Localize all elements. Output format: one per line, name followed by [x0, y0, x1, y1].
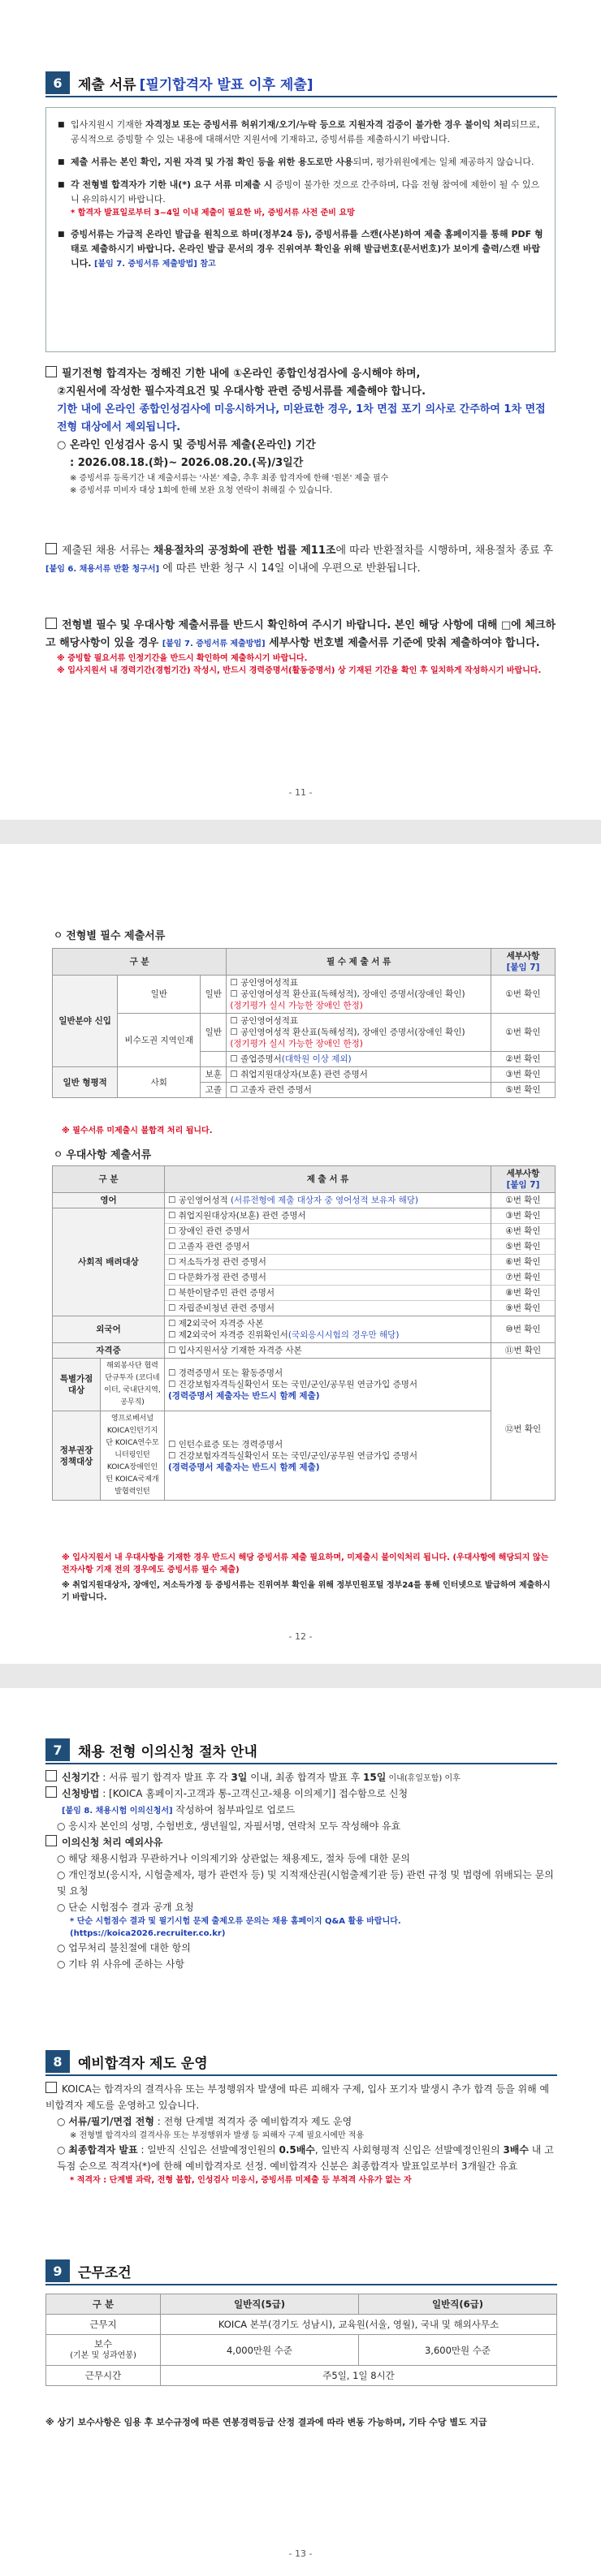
table-cell: 일반 형평적	[53, 1067, 118, 1098]
cell-line: ☐ 저소득가정 관련 증명서	[165, 1255, 491, 1270]
para-text: 에 따라 반환절차를 시행하며, 채용절차 종료 후	[335, 545, 553, 557]
table-cell: 일반	[201, 976, 227, 1014]
cell-line: ☐ 졸업증명서	[230, 1054, 282, 1064]
table-cell	[165, 1316, 491, 1343]
section-title: 예비합격자 제도 운영	[78, 2055, 208, 2072]
page-number: - 11 -	[288, 787, 313, 798]
section-6-header	[45, 71, 313, 94]
paragraph-return	[45, 542, 557, 578]
cell-line: (서류전형에 제출 대상자 중 영어성적 보유자 해당)	[230, 1195, 419, 1205]
table-cell	[227, 976, 491, 1014]
table-cell: 자격증	[53, 1343, 165, 1359]
header-text: [붙임 7]	[506, 1180, 540, 1190]
page-11	[0, 0, 601, 820]
table-cell: ①번 확인	[491, 1193, 556, 1208]
cell-line: ③번 확인	[491, 1208, 555, 1224]
cell-line: (기본 및 성과연봉)	[70, 2351, 136, 2360]
cell-line: ☐ 다문화가정 관련 증명서	[165, 1270, 491, 1286]
header-text: 세부사항	[506, 951, 540, 961]
para-text: 세부사항 번호별 제출서류 기준에 맞춰 제출하여야 합니다.	[265, 637, 540, 649]
table-cell: ①번 확인	[491, 976, 556, 1014]
cell-line: ⑤번 확인	[491, 1239, 555, 1255]
para-text: 필기전형 합격자는 정해진 기한 내에 ①온라인 종합인성검사에 응시해야 하며,	[62, 368, 421, 380]
table-cell	[165, 1208, 491, 1316]
notice-text: 되며, 평가위원에게는 일체 제공하지 않습니다.	[352, 157, 534, 167]
section-9-header	[45, 2259, 132, 2282]
table-cell: 영어	[53, 1193, 165, 1208]
cell-line: ☐ 제2외국어 자격증 사본	[168, 1319, 264, 1329]
section-number: 7	[45, 1738, 70, 1761]
note: ※ 전형별 합격자의 결격사유 또는 부정행위자 발생 등 피해자 구제 필요시에만 적용	[70, 2131, 365, 2140]
cell-line: ④번 확인	[491, 1224, 555, 1239]
section-divider	[45, 2284, 557, 2285]
para-warning: ※ 증빙할 필요서류 인정기간을 반드시 확인하여 제출하시기 바랍니다.	[57, 654, 308, 663]
section-number: 8	[45, 2050, 70, 2073]
section-title: 제출 서류	[78, 76, 136, 93]
table-header: 구 분	[46, 2294, 161, 2315]
cell-line: ⑨번 확인	[505, 1303, 541, 1313]
cell-line: ☐ 공인영어성적	[168, 1195, 231, 1205]
objection-period	[45, 1769, 557, 1786]
page-13	[0, 1688, 601, 2576]
preference-note-1: ※ 입사지원서 내 우대사항을 기재한 경우 반드시 해당 증빙서류 제출 필요하며, 미제출시 불이익처리 됩니다. (우대사항에 해당되지 않는 전자사항 기재 전의 경우에도 증빙서류 필수 제출)	[62, 1553, 549, 1574]
text: , 일반직 사회형평적 신입은 선발예정인원의	[314, 2144, 504, 2156]
page-number: - 12 -	[288, 1631, 313, 1642]
paragraph-written-passers	[45, 365, 557, 497]
text: ○ 단순 시험점수 결과 공개 요청	[57, 1902, 194, 1913]
text: ○ 응시자 본인의 성명, 수험번호, 생년월일, 자필서명, 연락처 모두 작성해야 유효	[57, 1820, 401, 1832]
attachment-ref: [붙임 8. 채용시험 이의신청서]	[62, 1807, 173, 1816]
notice-text-bold: 자격정보 또는 증빙서류 허위기재/오기/누락 등으로 지원자격 검증이 불가한 경우 불이익 처리	[145, 119, 512, 130]
para-warning: ※ 입사지원서 내 경력기간(경험기간) 작성시, 반드시 경력증명서(활동증명서) 상 기재된 기간을 확인 후 일치하게 작성하시기 바랍니다.	[57, 666, 542, 675]
notice-item	[54, 118, 547, 147]
reserve-stage: ○ 서류/필기/면접 전형 : 전형 단계별 적격자 중 예비합격자 제도 운영	[57, 2116, 352, 2127]
para-warning: 기한 내에 온라인 종합인성검사에 미응시하거나, 미완료한 경우, 1차 면접 포기 의사로 간주하여 1차 면접 전형 대상에서 제외됩니다.	[57, 403, 546, 433]
cell-line: (경력증명서 제출자는 반드시 함께 제출)	[168, 1462, 320, 1472]
text: : [KOICA 홈페이지-고객과 통-고객신고-채용 이의제기] 접수함으로 신청	[99, 1788, 409, 1799]
cell-line: ☐ 공인영어성적표	[230, 1016, 299, 1026]
work-conditions-table	[45, 2294, 557, 2386]
section-title: 채용 전형 이의신청 절차 안내	[78, 1743, 257, 1760]
objection-exceptions	[45, 1834, 557, 1850]
table-header: 필 수 제 출 서 류	[227, 949, 491, 976]
table-cell: 주5일, 1일 8시간	[161, 2366, 557, 2386]
table-cell: 영프로베서널 KOICA인턴기지단 KOICA연수모니터링인턴 KOICA장애인인턴 KOICA국제개발협력인턴	[101, 1411, 165, 1501]
text: : 일반직 신입은 선발예정인원의	[137, 2144, 279, 2156]
cell-line: (경력증명서 제출자는 반드시 함께 제출)	[168, 1391, 320, 1401]
table-cell	[491, 1208, 556, 1316]
text: ○ 기타 위 사유에 준하는 사항	[57, 1958, 185, 1970]
objection-form	[45, 1802, 557, 1818]
text: : 서류 필기 합격자 발표 후 각	[99, 1772, 231, 1783]
table-cell: 근무시간	[46, 2366, 161, 2386]
table-cell: ⑪번 확인	[491, 1343, 556, 1359]
table-cell: 해외봉사단 협력단규투자 (코디네이터, 국내단지역, 공무직)	[101, 1359, 165, 1411]
notice-text-bold: 제출 서류는 본인 확인, 지원 자격 및 가점 확인 등을 위한 용도로만 사용	[71, 157, 353, 167]
cell-line: (정기평가 실시 가능한 장애인 한정)	[230, 1039, 363, 1049]
notice-item	[54, 227, 547, 271]
para-note: ※ 증빙서류 미비자 대상 1회에 한해 보완 요청 연락이 취해질 수 있습니다.	[70, 486, 333, 495]
attachment-ref: [붙임 7. 증빙서류 제출방법] 참고	[93, 260, 216, 269]
text: ○ 업무처리 불친절에 대한 항의	[57, 1942, 191, 1954]
table-cell: 4,000만원 수준	[161, 2335, 359, 2366]
qa-note: * 단순 시험점수 결과 및 필기시험 문제 출제오류 문의는 채용 홈페이지 Q&A 활용 바랍니다. (https://koica2026.recruiter.co.kr)	[70, 1917, 401, 1938]
text: 이내, 최종 합격자 발표 후	[247, 1772, 364, 1783]
checkbox-icon	[45, 1770, 57, 1781]
objection-method	[45, 1786, 557, 1802]
text: 내 고득점 순으로 적격자(*)에 한해 예비합격자로 선정. 예비합격자 신분은 최종합격자 발표일로부터 3개월간 유효	[57, 2144, 554, 2172]
objection-section	[45, 1769, 557, 1972]
text-bold: 3배수	[503, 2144, 529, 2156]
para-text: 에 따른 반환 청구 시 14일 이내에 우편으로 반환됩니다.	[159, 562, 421, 575]
page-gap	[0, 820, 601, 844]
required-docs-note: ※ 필수서류 미제출시 불합격 처리 됩니다.	[62, 1126, 213, 1135]
table-cell: 보훈	[201, 1067, 227, 1083]
notice-text: 입사지원시 기재한	[71, 119, 146, 130]
table-cell: 고졸	[201, 1083, 227, 1098]
para-text: 전형별 필수 및 우대사항 제출서류를 반드시 확인하여 주시기 바랍니다. 본인 해당 사항에 대해 □에 체크하고 해당사항이 있을 경우	[45, 619, 556, 649]
para-text: 온라인 인성검사 응시 및 증빙서류 제출(온라인) 기간	[69, 439, 316, 451]
text: ○ 개인정보(응시자, 시험출제자, 평가 관련자 등) 및 지적재산권(시험출제기관 등) 관련 규정 및 법령에 위배되는 문의 및 요청	[57, 1869, 554, 1897]
notice-box	[45, 107, 556, 352]
text: ○ 해당 채용시험과 무관하거나 이의제기와 상관없는 채용제도, 절차 등에 대한 문의	[57, 1853, 410, 1864]
checkbox-icon	[45, 543, 57, 554]
text: KOICA는 합격자의 결격사유 또는 부정행위자 발생에 따른 피해자 구제, 입사 포기자 발생시 추가 합격 등을 위해 예비합격자 제도를 운영하고 있습니다.	[45, 2083, 550, 2111]
cell-line: ☐ 공인영어성적 환산표(독해성적), 장애인 증명서(장애인 확인)	[230, 989, 465, 999]
para-period-label: ○ 온라인 인성검사 응시 및 증빙서류 제출(온라인) 기간	[57, 439, 316, 451]
header-text: [붙임 7]	[506, 963, 540, 972]
table-cell: ②번 확인	[491, 1052, 556, 1067]
table-cell	[46, 2335, 161, 2366]
reserve-section	[45, 2081, 557, 2186]
table-cell: 비수도권 지역인재	[118, 1014, 201, 1067]
para-law: 채용절차의 공정화에 관한 법률 제11조	[153, 545, 336, 557]
table-cell: 사회	[118, 1067, 201, 1098]
table-cell: ☐ 입사지원서상 기재한 자격증 사본	[165, 1343, 491, 1359]
table-cell	[227, 1014, 491, 1052]
para-period: : 2026.08.18.(화)~ 2026.08.20.(목)/3일간	[70, 457, 304, 469]
cell-line: ⑧번 확인	[491, 1286, 555, 1301]
cell-line: (정기평가 실시 가능한 장애인 한정)	[230, 1001, 363, 1010]
section-title-sub: [필기합격자 발표 이후 제출]	[139, 76, 313, 93]
para-note: ※ 증빙서류 등록기간 내 제출서류는 '사본' 제출, 추후 최종 합격자에 한해 '원본' 제출 필수	[70, 474, 389, 483]
table-cell	[201, 1052, 227, 1067]
para-text: 제출된 채용 서류는	[62, 545, 153, 557]
cell-line: ☐ 제2외국어 자격증 진위확인서	[168, 1330, 288, 1340]
checkbox-icon	[45, 1786, 57, 1798]
cell-line: (국외응시시험의 경우만 해당)	[288, 1330, 400, 1340]
section-7-header	[45, 1738, 257, 1761]
notice-text-bold: 증빙서류는 가급적 온라인 발급을 원칙으로 하며(정부24 등), 증빙서류를 스캔(사본)하여 제출 홈페이지를 통해 PDF 형태로 제출하시기 바랍니다. 온라인 발급 문서의 경우 진위여부 확인을 위해 발급번호(문서번호)가 보이게 출력/스캔 바랍니다.	[71, 229, 543, 269]
section-number: 6	[45, 71, 70, 94]
table-header: 구 분	[53, 1166, 165, 1193]
text: : 전형 단계별 적격자 중 예비합격자 제도 운영	[153, 2116, 352, 2127]
table-cell: 특별가점 대상	[53, 1359, 101, 1411]
table-cell: KOICA 본부(경기도 성남시), 교육원(서울, 영월), 국내 및 해외사무소	[161, 2315, 557, 2335]
table-header	[491, 1166, 556, 1193]
table-cell: ⑩번 확인	[491, 1316, 556, 1343]
table-cell	[165, 1411, 491, 1501]
table-cell: ①번 확인	[491, 1014, 556, 1052]
label: 최종합격자 발표	[68, 2144, 138, 2156]
label: 신청기간	[62, 1772, 100, 1783]
cell-line: ⑥번 확인	[491, 1255, 555, 1270]
notice-text-bold: 각 전형별 합격자가 기한 내(*) 요구 서류 미제출 시	[71, 179, 273, 190]
table-header: 일반직(5급)	[161, 2294, 359, 2315]
required-docs-table	[52, 948, 556, 1098]
notice-text: 증빙이 불가한 것으로 간주하며, 다음 전형 참여에 제한이 될 수 있으니 유의하시기 바랍니다.	[71, 179, 540, 205]
section-title: 근무조건	[78, 2264, 132, 2281]
table-cell: 일반	[118, 976, 201, 1014]
subheading-required-docs: ⭘ 전형별 필수 제출서류	[55, 927, 165, 942]
notice-item	[54, 178, 547, 219]
text-bold: 0.5배수	[279, 2144, 315, 2156]
para-text: ②지원서에 작성한 필수자격요건 및 우대사항 관련 증빙서류를 제출해야 합니다.	[57, 386, 426, 398]
cell-line: ☐ 경력증명서 또는 활동증명서	[168, 1368, 283, 1378]
salary-note: ※ 상기 보수사항은 임용 후 보수규정에 따른 연봉경력등급 산정 결과에 따라 변동 가능하며, 기타 수당 별도 지급	[45, 2417, 487, 2427]
notice-deadline: * 합격자 발표일로부터 3~4일 이내 제출이 필요한 바, 증빙서류 사전 준비 요망	[71, 209, 355, 218]
table-header: 제 출 서 류	[165, 1166, 491, 1193]
cell-line: (대학원 이상 제외)	[281, 1054, 352, 1064]
page-12	[0, 844, 601, 1664]
note: * 적격자 : 단계별 과락, 전형 불합, 인성검사 미응시, 증빙서류 미제출 등 부적격 사유가 없는 자	[70, 2176, 412, 2185]
cell-line: 보수	[93, 2338, 113, 2350]
checkbox-icon	[45, 2082, 57, 2093]
page-gap	[0, 1664, 601, 1688]
cell-line: ☐ 장애인 관련 증명서	[165, 1224, 491, 1239]
table-cell: 3,600만원 수준	[358, 2335, 556, 2366]
section-8-header	[45, 2050, 208, 2073]
table-header: 구 분	[53, 949, 227, 976]
table-cell: ⑤번 확인	[491, 1083, 556, 1098]
section-number: 9	[45, 2259, 70, 2282]
attachment-ref: [붙임 6. 채용서류 반환 청구서]	[45, 565, 160, 574]
table-cell: ☐ 고졸자 관련 증명서	[227, 1083, 491, 1098]
reserve-intro	[45, 2081, 557, 2113]
table-cell: ⑫번 확인	[491, 1359, 556, 1501]
table-cell	[227, 1052, 491, 1067]
subheading-preference-docs: ⭘ 우대사항 제출서류	[55, 1146, 151, 1161]
paragraph-check	[45, 617, 557, 677]
notice-item	[54, 155, 547, 170]
attachment-ref: [붙임 7. 증빙서류 제출방법]	[162, 640, 266, 648]
table-cell: 외국어	[53, 1316, 165, 1343]
preference-note-2: ※ 취업지원대상자, 장애인, 저소득가정 등 증빙서류는 진위여부 확인을 위해 정부민원포털 정부24를 통해 인터넷으로 발급하여 제출하시기 바랍니다.	[62, 1581, 551, 1602]
table-cell	[165, 1193, 491, 1208]
table-cell: ③번 확인	[491, 1067, 556, 1083]
cell-line: ☐ 건강보험자격득실확인서 또는 국민/군인/공무원 연금가입 증명서	[168, 1380, 418, 1389]
cell-line: ☐ 북한이탈주민 관련 증명서	[165, 1286, 491, 1301]
table-cell: 사회적 배려대상	[53, 1208, 165, 1316]
table-cell: 일반	[201, 1014, 227, 1052]
cell-line: ☐ 인턴수료증 또는 경력증명서	[168, 1439, 283, 1450]
cell-line: ☐ 공인영어성적표	[230, 978, 299, 988]
cell-line: ☐ 취업지원대상자(보훈) 관련 증명서	[165, 1208, 491, 1224]
table-cell: ☐ 취업지원대상자(보훈) 관련 증명서	[227, 1067, 491, 1083]
checkbox-icon	[45, 366, 57, 377]
text-bold: 15일	[363, 1772, 387, 1783]
text-bold: 3일	[231, 1772, 248, 1783]
page-number: - 13 -	[288, 2548, 313, 2559]
table-header	[491, 949, 556, 976]
cell-line: ☐ 건강보험자격득실확인서 또는 국민/군인/공무원 연금가입 증명서	[168, 1450, 418, 1461]
label: 서류/필기/면접 전형	[68, 2116, 154, 2127]
table-cell: 일반분야 신입	[53, 976, 118, 1067]
checkbox-icon	[45, 1835, 57, 1846]
table-cell: 근무지	[46, 2315, 161, 2335]
text: 이내(휴일포함) 이후	[386, 1774, 460, 1783]
header-text: 세부사항	[506, 1169, 540, 1178]
reserve-final: ○ 최종합격자 발표 : 일반직 신입은 선발예정인원의 0.5배수, 일반직 사회형평적 신입은 선발예정인원의 3배수 내 고득점 순으로 적격자(*)에 한해 예비합격자로 선정. 예비합격자 신분은 최종합격자 발표일로부터 3개월간 유효	[57, 2144, 554, 2172]
table-cell: 정부권장 정책대상	[53, 1411, 101, 1501]
label: 신청방법	[62, 1788, 100, 1799]
table-cell	[165, 1359, 491, 1411]
table-header: 일반직(6급)	[358, 2294, 556, 2315]
preference-docs-table	[52, 1165, 556, 1501]
cell-line: ☐ 자립준비청년 관련 증명서	[168, 1303, 275, 1313]
cell-line: ☐ 고졸자 관련 증명서	[165, 1239, 491, 1255]
text: 작성하여 첨부파일로 업로드	[172, 1804, 296, 1816]
label: 이의신청 처리 예외사유	[62, 1837, 163, 1848]
cell-line: ⑦번 확인	[491, 1270, 555, 1286]
cell-line: ☐ 공인영어성적 환산표(독해성적), 장애인 증명서(장애인 확인)	[230, 1027, 465, 1037]
section-divider	[45, 1763, 557, 1764]
section-divider	[45, 2074, 557, 2076]
notice-text: 되므로, 공식적으로 증빙할 수 있는 내용에 대해서만 지원서에 기재하고, 증빙서류를 제출하시기 바랍니다.	[71, 119, 540, 144]
section-divider	[45, 96, 557, 97]
checkbox-icon	[45, 618, 57, 629]
